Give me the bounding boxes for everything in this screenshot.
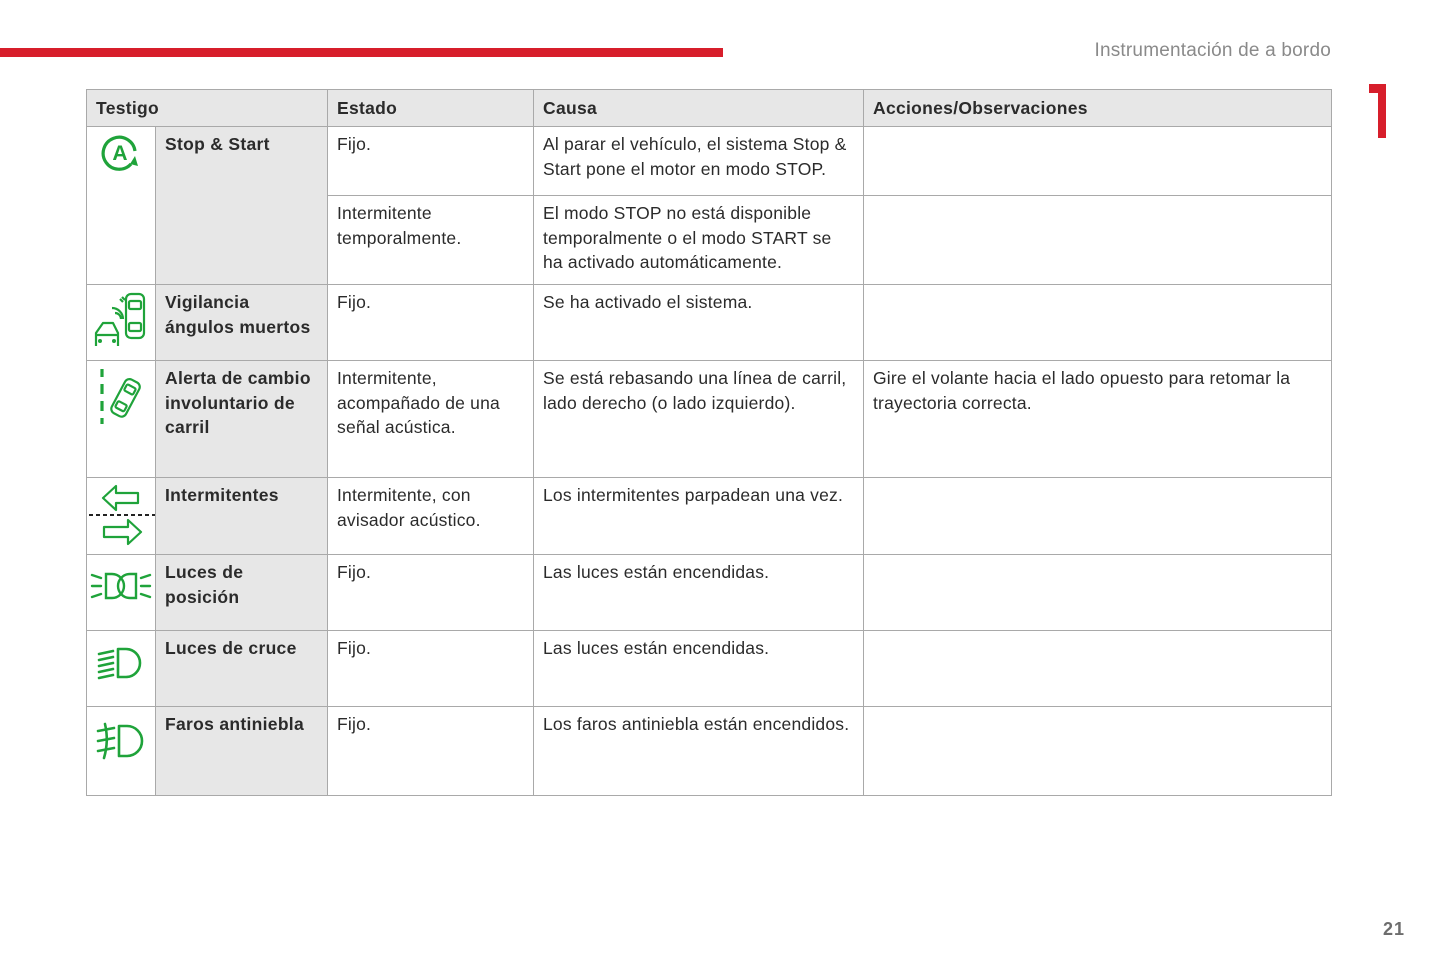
table-row <box>87 361 1332 478</box>
fog-lights-icon <box>95 721 147 761</box>
blind-spot-icon <box>91 291 151 349</box>
table-header-row <box>87 90 1332 127</box>
causa-cell: Los faros antiniebla están encendidos. <box>534 707 864 796</box>
warning-name: Faros antiniebla <box>156 707 328 796</box>
warning-name: Alerta de cambio involuntario de carril <box>156 361 328 478</box>
table-row <box>87 285 1332 361</box>
warning-name: Luces de posición <box>156 555 328 631</box>
table-row <box>87 631 1332 707</box>
icon-cell <box>87 478 156 555</box>
column-header-testigo: Testigo <box>87 90 328 127</box>
causa-cell: El modo STOP no está disponible temporalmente o el modo START se ha activado automáticamente. <box>534 196 864 285</box>
column-header-causa: Causa <box>534 90 864 127</box>
acciones-cell <box>864 631 1332 707</box>
table-row <box>87 478 1332 555</box>
acciones-cell: Gire el volante hacia el lado opuesto para retomar la trayectoria correcta. <box>864 361 1332 478</box>
acciones-cell <box>864 285 1332 361</box>
accent-bar <box>0 48 723 57</box>
column-header-estado: Estado <box>328 90 534 127</box>
position-lights-icon <box>90 569 152 603</box>
estado-cell: Fijo. <box>328 127 534 196</box>
causa-cell: Se está rebasando una línea de carril, lado derecho (o lado izquierdo). <box>534 361 864 478</box>
causa-cell: Las luces están encendidas. <box>534 555 864 631</box>
estado-cell: Intermitente temporalmente. <box>328 196 534 285</box>
estado-cell: Intermitente, acompañado de una señal acústica. <box>328 361 534 478</box>
table-row <box>87 127 1332 196</box>
dipped-beam-icon <box>96 645 146 681</box>
table-row <box>87 555 1332 631</box>
acciones-cell <box>864 127 1332 196</box>
lane-departure-icon <box>96 367 146 425</box>
column-header-acciones: Acciones/Observaciones <box>864 90 1332 127</box>
estado-cell: Intermitente, con avisador acústico. <box>328 478 534 555</box>
warning-name: Intermitentes <box>156 478 328 555</box>
stop-start-icon <box>99 133 143 173</box>
turn-signals-icon <box>89 482 155 548</box>
section-title: Instrumentación de a bordo <box>1094 40 1331 61</box>
estado-cell: Fijo. <box>328 631 534 707</box>
estado-cell: Fijo. <box>328 285 534 361</box>
icon-cell <box>87 707 156 796</box>
icon-cell <box>87 631 156 707</box>
icon-cell <box>87 127 156 285</box>
warning-name: Vigilancia ángulos muertos <box>156 285 328 361</box>
warning-name: Stop & Start <box>156 127 328 285</box>
causa-cell: Se ha activado el sistema. <box>534 285 864 361</box>
acciones-cell <box>864 707 1332 796</box>
acciones-cell <box>864 555 1332 631</box>
causa-cell: Las luces están encendidas. <box>534 631 864 707</box>
warning-name: Luces de cruce <box>156 631 328 707</box>
icon-cell <box>87 555 156 631</box>
warning-lights-table <box>86 89 1332 796</box>
acciones-cell <box>864 196 1332 285</box>
icon-cell <box>87 285 156 361</box>
svg-text:A: A <box>112 142 128 165</box>
icon-cell <box>87 361 156 478</box>
page-number: 21 <box>1382 919 1405 939</box>
chapter-number <box>1366 80 1396 140</box>
estado-cell: Fijo. <box>328 555 534 631</box>
acciones-cell <box>864 478 1332 555</box>
causa-cell: Los intermitentes parpadean una vez. <box>534 478 864 555</box>
estado-cell: Fijo. <box>328 707 534 796</box>
causa-cell: Al parar el vehículo, el sistema Stop & Start pone el motor en modo STOP. <box>534 127 864 196</box>
table-row <box>87 707 1332 796</box>
